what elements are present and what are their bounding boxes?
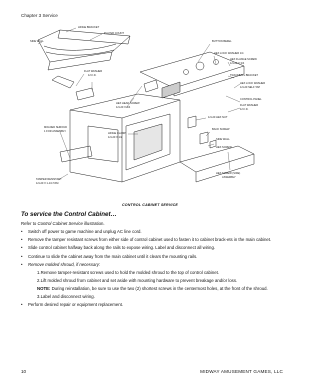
note <box>21 286 283 291</box>
callout-hex-flange-screw-size: 1/4-20 X 3/4 <box>230 62 245 65</box>
callout-hex-flange-screw: HEX FLANGE SCREW <box>230 58 257 61</box>
callout-player-count: PLAYER COUNT <box>104 32 124 35</box>
bullet-item: • Remove the tamper resistant screws from either side of control cabinet used to fasten it to cabinet brack-ets in the main cabinet. <box>21 237 283 242</box>
callout-hinge-clamp: HINGE CLAMP <box>108 132 126 135</box>
callout-flat-washer-right: FLAT WASHER <box>240 104 259 107</box>
chapter-header: Chapter 3 Service <box>21 13 58 18</box>
section-body <box>21 221 283 310</box>
callout-hinge-bracket: HINGE BRACKET <box>78 26 100 29</box>
publisher-name: MIDWAY AMUSEMENT GAMES, LLC <box>200 369 283 374</box>
callout-control-panel: CONTROL PANEL <box>240 98 262 101</box>
bullet-item: • Continue to slide the cabinet away from the main cabinet until it clears the mounting rails. <box>21 254 283 259</box>
bullet-item: • Switch off power to game machine and unplug AC line cord. <box>21 229 283 234</box>
callout-hex-lock-washer: HEX LOCK WASHER 1/4 <box>214 52 244 55</box>
callout-tamper-resistant: TAMPER RESISTANT <box>36 178 62 181</box>
intro-prefix: Refer to <box>21 221 38 226</box>
callout-hex-screw: HEX SCREW <box>216 146 232 149</box>
bullet-item: • Slide control cabinet halfway back along the rails to expose wiring. Label and disconnect all wiring. <box>21 245 283 250</box>
callout-molded-shroud: MOLDED SHROUD <box>44 126 68 129</box>
callout-back-screw: BACK SCREW <box>212 128 230 131</box>
note-text: During reinstallation, be sure to use the two (2) shortest screws in the centermost holes, at the front of the shroud. <box>50 286 268 292</box>
substep: 1.Remove tamper-resistant screws used to hold the molded shroud to the top of control cabinet. <box>37 270 219 276</box>
callout-tamper-resistant-size: 1/4-20 X 1-1/4 TAM <box>36 182 59 185</box>
callout-hex-lock-washer-2: HEX LOCK WASHER <box>240 82 266 85</box>
bullet-item-text: Remove molded shroud, if necessary: <box>28 261 101 267</box>
bullet-item <box>21 262 283 267</box>
callout-assembly: ASSEMBLY <box>222 176 236 179</box>
page-number: 10 <box>21 369 27 374</box>
callout-hinge-clamp-size: 1/4-20 X 1/2 <box>108 136 123 139</box>
callout-hex-screw-side: HEX SCREW (SIDE) <box>216 172 241 175</box>
figure-caption: CONTROL CABINET SERVICE <box>121 203 179 207</box>
callout-molded-shroud-note: 1 FOR ASSEMBLY <box>44 130 67 133</box>
intro-paragraph <box>21 221 283 226</box>
callout-hex-head-screw-size: 1/4-20 X 3/4 <box>116 106 131 109</box>
callout-hex-nut: 1/4-20 HEX NUT <box>208 116 228 119</box>
control-cabinet-exploded-diagram <box>30 22 276 197</box>
callout-side-wall-right: SIDE WALL <box>216 138 230 141</box>
callout-self-tap: 1/4-20 SELF TAP <box>240 86 261 89</box>
section-title: To service the Control Cabinet… <box>21 211 117 218</box>
callout-side-wall-left: SIDE WALL <box>30 40 44 43</box>
callout-trackball-bracket: TRACKBALL BRACKET <box>230 74 259 77</box>
intro-reference: Control Cabinet Service <box>37 221 83 226</box>
callout-flat-washer-left-size: 1/4 I.D. <box>88 74 97 77</box>
callout-flat-washer-left: FLAT WASHER <box>84 70 103 73</box>
callout-flat-washer-right-size: 1/4 I.D. <box>240 108 249 111</box>
substep: 2.Lift molded shroud from cabinet and set aside with mounting hardware to prevent breakage and/or loss. <box>37 278 238 284</box>
bullet-item: • Perform desired repair or equipment replacement. <box>21 302 283 307</box>
callout-hex-head-screw: HEX HEAD SCREW <box>116 102 140 105</box>
callout-button-bezel: BUTTON BEZEL <box>212 40 232 43</box>
note-label: NOTE: <box>37 286 51 292</box>
intro-suffix: illustration. <box>82 221 105 226</box>
substep: 3.Label and disconnect wiring. <box>37 294 95 300</box>
